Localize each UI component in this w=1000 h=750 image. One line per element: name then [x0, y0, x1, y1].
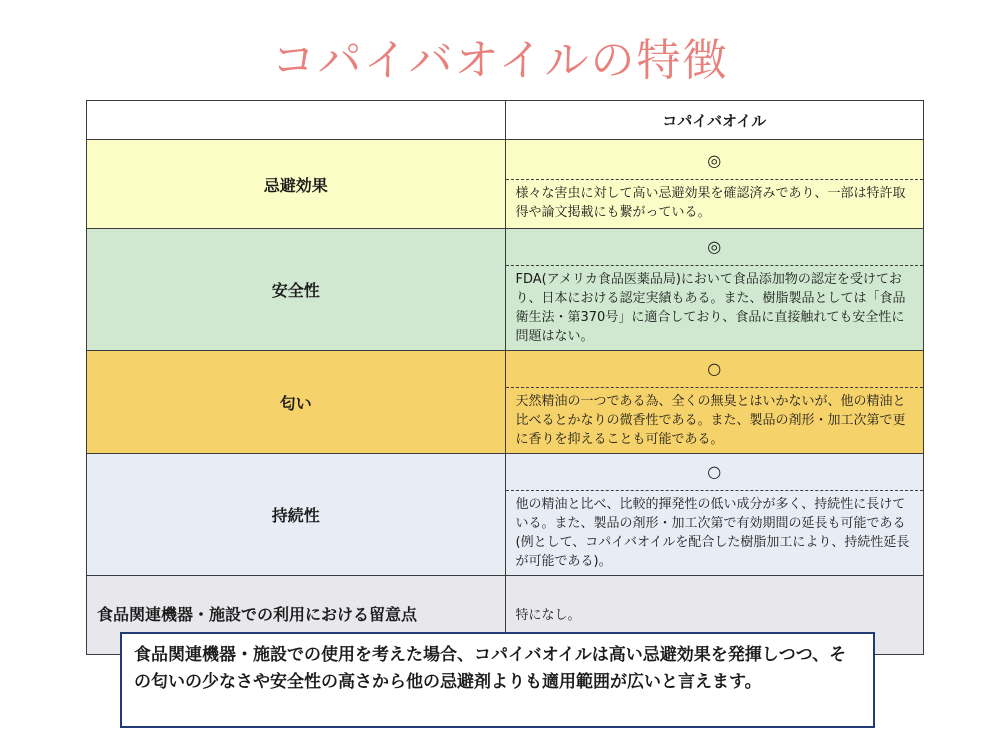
row-description: FDA(アメリカ食品医薬品局)において食品添加物の認定を受けており、日本における認定実績もある。また、樹脂製品としては「食品衛生法・第370号」に適合しており、食品に直接触れても安全性に問題はない。 [515, 272, 906, 344]
table-row-safety [87, 229, 924, 351]
column-header-copaiba-oil: コパイバオイル [505, 101, 924, 140]
rating-mark: ○ [506, 454, 924, 491]
row-label-repellent: 忌避効果 [87, 140, 506, 229]
row-label-odor: 匂い [87, 351, 506, 454]
row-content-safety [505, 229, 924, 351]
row-content-odor [505, 351, 924, 454]
row-label-notes: 食品関連機器・施設での利用における留意点 [87, 576, 506, 655]
rating-mark: ○ [506, 351, 924, 388]
page-title: コパイバオイルの特徴 [271, 35, 729, 86]
row-description: 様々な害虫に対して高い忌避効果を確認済みであり、一部は特許取得や論文掲載にも繋がっている。 [515, 185, 906, 220]
table-header-row [87, 101, 924, 140]
row-description: 天然精油の一つである為、全くの無臭とはいかないが、他の精油と比べるとかなりの微香性である。また、製品の剤形・加工次第で更に香りを抑えることも可能である。 [515, 394, 906, 447]
features-table [86, 100, 924, 655]
rating-mark: ◎ [506, 143, 924, 180]
row-label-safety: 安全性 [87, 229, 506, 351]
row-content-durability [505, 454, 924, 576]
summary-box: 食品関連機器・施設での使用を考えた場合、コパイバオイルは高い忌避効果を発揮しつつ、その匂いの少なさや安全性の高さから他の忌避剤よりも適用範囲が広いと言えます。 [120, 632, 875, 728]
rating-mark: ◎ [506, 229, 924, 266]
empty-header-cell [87, 101, 506, 140]
table-row-odor [87, 351, 924, 454]
row-label-durability: 持続性 [87, 454, 506, 576]
table-row-repellent [87, 140, 924, 229]
row-description: 他の精油と比べ、比較的揮発性の低い成分が多く、持続性に長けている。また、製品の剤形・加工次第で有効期間の延長も可能である(例として、コパイバオイルを配合した樹脂加工により、持続性延長が可能である)。 [515, 497, 910, 569]
row-description: 特になし。 [515, 607, 581, 623]
row-content-repellent [505, 140, 924, 229]
table-row-durability [87, 454, 924, 576]
